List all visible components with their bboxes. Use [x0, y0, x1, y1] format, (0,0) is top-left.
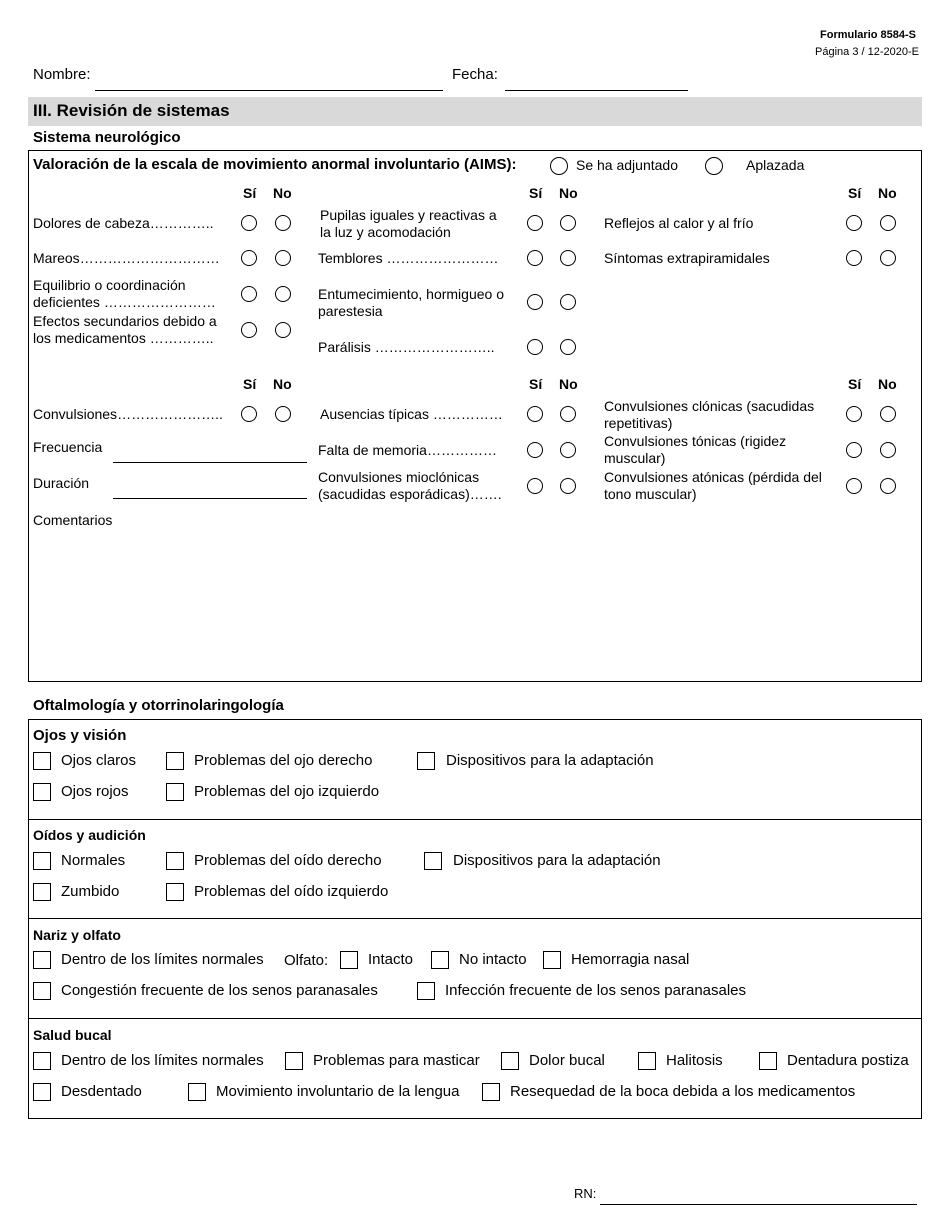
frequency-label: Frecuencia — [33, 439, 103, 455]
yes-header: Sí — [529, 185, 543, 201]
neuro-title: Sistema neurológico — [33, 129, 181, 146]
smell-not-intact-checkbox[interactable] — [431, 951, 449, 969]
tonic-no-radio[interactable] — [880, 442, 896, 458]
chewing-checkbox[interactable] — [285, 1052, 303, 1070]
no-header: No — [273, 185, 292, 201]
smell-intact-checkbox[interactable] — [340, 951, 358, 969]
absences-yes-radio[interactable] — [527, 406, 543, 422]
divider — [28, 918, 922, 919]
rn-signature-field[interactable] — [600, 1204, 917, 1205]
tonic-label: Convulsiones tónicas (rigidez muscular) — [604, 433, 787, 466]
name-label: Nombre: — [33, 66, 91, 83]
reflexes-yes-radio[interactable] — [846, 215, 862, 231]
yes-header: Sí — [529, 376, 543, 392]
side-effects-label: Efectos secundarios debido a los medicamentos ………….. — [33, 313, 217, 346]
right-eye-checkbox[interactable] — [166, 752, 184, 770]
dizziness-no-radio[interactable] — [275, 250, 291, 266]
extrapyramidal-yes-radio[interactable] — [846, 250, 862, 266]
clonic-no-radio[interactable] — [880, 406, 896, 422]
comments-label: Comentarios — [33, 512, 113, 528]
dizziness-yes-radio[interactable] — [241, 250, 257, 266]
normal-ears-label: Normales — [61, 852, 126, 869]
left-ear-checkbox[interactable] — [166, 883, 184, 901]
oral-title: Salud bucal — [33, 1027, 112, 1043]
halitosis-label: Halitosis — [666, 1052, 723, 1069]
frequency-field[interactable] — [113, 462, 307, 463]
left-eye-label: Problemas del ojo izquierdo — [194, 783, 380, 800]
sinus-infection-label: Infección frecuente de los senos paranasales — [445, 982, 747, 999]
rn-label: RN: — [574, 1186, 597, 1201]
balance-no-radio[interactable] — [275, 286, 291, 302]
tremors-no-radio[interactable] — [560, 250, 576, 266]
nose-normal-checkbox[interactable] — [33, 951, 51, 969]
left-eye-checkbox[interactable] — [166, 783, 184, 801]
aims-attached-radio[interactable] — [550, 157, 568, 175]
edentulous-checkbox[interactable] — [33, 1083, 51, 1101]
nose-normal-label: Dentro de los límites normales — [61, 951, 264, 968]
clear-eyes-checkbox[interactable] — [33, 752, 51, 770]
divider — [28, 819, 922, 820]
atonic-no-radio[interactable] — [880, 478, 896, 494]
oral-normal-checkbox[interactable] — [33, 1052, 51, 1070]
right-eye-label: Problemas del ojo derecho — [194, 752, 373, 769]
nose-title: Nariz y olfato — [33, 927, 121, 943]
oral-pain-label: Dolor bucal — [529, 1052, 605, 1069]
oral-pain-checkbox[interactable] — [501, 1052, 519, 1070]
name-field[interactable] — [95, 90, 443, 91]
right-ear-label: Problemas del oído derecho — [194, 852, 382, 869]
clonic-yes-radio[interactable] — [846, 406, 862, 422]
tongue-movement-label: Movimiento involuntario de la lengua — [216, 1083, 460, 1100]
dry-mouth-checkbox[interactable] — [482, 1083, 500, 1101]
headache-yes-radio[interactable] — [241, 215, 257, 231]
tremors-label: Temblores …………………… — [318, 250, 499, 266]
myoclonic-label: Convulsiones mioclónicas (sacudidas esporádicas)……. — [318, 469, 502, 502]
no-header: No — [559, 376, 578, 392]
yes-header: Sí — [243, 376, 257, 392]
edentulous-label: Desdentado — [61, 1083, 142, 1100]
congestion-checkbox[interactable] — [33, 982, 51, 1000]
atonic-yes-radio[interactable] — [846, 478, 862, 494]
dry-mouth-label: Resequedad de la boca debida a los medicamentos — [510, 1083, 856, 1100]
balance-label: Equilibrio o coordinación deficientes …………………… — [33, 277, 216, 310]
yes-header: Sí — [848, 185, 862, 201]
duration-label: Duración — [33, 475, 90, 491]
page-info: Página 3 / 12-2020-E — [815, 46, 919, 58]
eye-devices-label: Dispositivos para la adaptación — [446, 752, 654, 769]
section-title: III. Revisión de sistemas — [33, 101, 230, 120]
clonic-label: Convulsiones clónicas (sacudidas repetitivas) — [604, 398, 815, 431]
nosebleed-checkbox[interactable] — [543, 951, 561, 969]
aims-label: Valoración de la escala de movimiento anormal involuntario (AIMS): — [33, 156, 517, 173]
memory-yes-radio[interactable] — [527, 442, 543, 458]
congestion-label: Congestión frecuente de los senos paranasales — [61, 982, 378, 999]
reflexes-no-radio[interactable] — [880, 215, 896, 231]
absences-label: Ausencias típicas …………… — [320, 406, 503, 422]
aims-attached-label: Se ha adjuntado — [576, 157, 678, 173]
eye-devices-checkbox[interactable] — [417, 752, 435, 770]
dentures-label: Dentadura postiza — [787, 1052, 909, 1069]
tonic-yes-radio[interactable] — [846, 442, 862, 458]
paralysis-label: Parálisis …………………….. — [318, 339, 495, 355]
aims-postponed-label: Aplazada — [746, 157, 805, 173]
smell-not-intact-label: No intacto — [459, 951, 527, 968]
dentures-checkbox[interactable] — [759, 1052, 777, 1070]
pupils-yes-radio[interactable] — [527, 215, 543, 231]
paralysis-yes-radio[interactable] — [527, 339, 543, 355]
normal-ears-checkbox[interactable] — [33, 852, 51, 870]
right-ear-checkbox[interactable] — [166, 852, 184, 870]
side-effects-yes-radio[interactable] — [241, 322, 257, 338]
extrapyramidal-no-radio[interactable] — [880, 250, 896, 266]
left-ear-label: Problemas del oído izquierdo — [194, 883, 389, 900]
numbness-label: Entumecimiento, hormigueo o parestesia — [318, 286, 504, 319]
pupils-label: Pupilas iguales y reactivas a la luz y acomodación — [320, 207, 497, 240]
memory-no-radio[interactable] — [560, 442, 576, 458]
seizures-no-radio[interactable] — [275, 406, 291, 422]
numbness-no-radio[interactable] — [560, 294, 576, 310]
oftal-title: Oftalmología y otorrinolaringología — [33, 697, 284, 714]
red-eyes-checkbox[interactable] — [33, 783, 51, 801]
no-header: No — [559, 185, 578, 201]
numbness-yes-radio[interactable] — [527, 294, 543, 310]
no-header: No — [273, 376, 292, 392]
red-eyes-label: Ojos rojos — [61, 783, 129, 800]
tinnitus-label: Zumbido — [61, 883, 120, 900]
pupils-no-radio[interactable] — [560, 215, 576, 231]
divider — [28, 1018, 922, 1019]
seizures-label: Convulsiones………………….. — [33, 406, 223, 422]
ears-title: Oídos y audición — [33, 827, 146, 843]
form-number: Formulario 8584-S — [820, 29, 916, 41]
yes-header: Sí — [848, 376, 862, 392]
seizures-yes-radio[interactable] — [241, 406, 257, 422]
oral-normal-label: Dentro de los límites normales — [61, 1052, 264, 1069]
yes-header: Sí — [243, 185, 257, 201]
comments-area[interactable] — [33, 532, 913, 672]
absences-no-radio[interactable] — [560, 406, 576, 422]
eyes-title: Ojos y visión — [33, 727, 127, 744]
date-field[interactable] — [505, 90, 688, 91]
headache-label: Dolores de cabeza………….. — [33, 215, 214, 231]
atonic-label: Convulsiones atónicas (pérdida del tono muscular) — [604, 469, 822, 502]
tinnitus-checkbox[interactable] — [33, 883, 51, 901]
tongue-movement-checkbox[interactable] — [188, 1083, 206, 1101]
nosebleed-label: Hemorragia nasal — [571, 951, 690, 968]
paralysis-no-radio[interactable] — [560, 339, 576, 355]
date-label: Fecha: — [452, 66, 498, 83]
dizziness-label: Mareos………………………… — [33, 250, 220, 266]
halitosis-checkbox[interactable] — [638, 1052, 656, 1070]
sinus-infection-checkbox[interactable] — [417, 982, 435, 1000]
balance-yes-radio[interactable] — [241, 286, 257, 302]
memory-label: Falta de memoria…………… — [318, 442, 497, 458]
aims-postponed-radio[interactable] — [705, 157, 723, 175]
chewing-label: Problemas para masticar — [313, 1052, 480, 1069]
extrapyramidal-label: Síntomas extrapiramidales — [604, 250, 770, 266]
smell-intact-label: Intacto — [368, 951, 414, 968]
smell-label: Olfato: — [284, 952, 329, 969]
duration-field[interactable] — [113, 498, 307, 499]
no-header: No — [878, 376, 897, 392]
myoclonic-no-radio[interactable] — [560, 478, 576, 494]
ear-devices-checkbox[interactable] — [424, 852, 442, 870]
clear-eyes-label: Ojos claros — [61, 752, 137, 769]
reflexes-label: Reflejos al calor y al frío — [604, 215, 754, 231]
ear-devices-label: Dispositivos para la adaptación — [453, 852, 661, 869]
tremors-yes-radio[interactable] — [527, 250, 543, 266]
side-effects-no-radio[interactable] — [275, 322, 291, 338]
myoclonic-yes-radio[interactable] — [527, 478, 543, 494]
no-header: No — [878, 185, 897, 201]
headache-no-radio[interactable] — [275, 215, 291, 231]
